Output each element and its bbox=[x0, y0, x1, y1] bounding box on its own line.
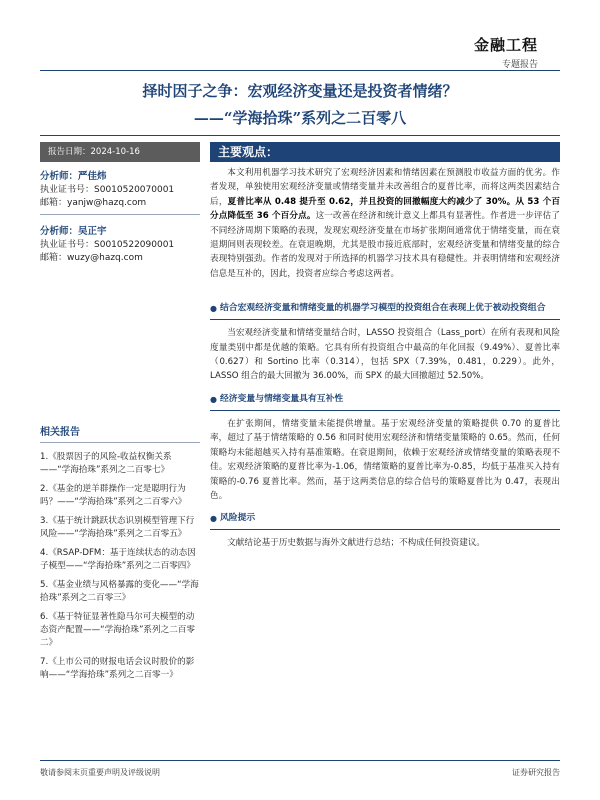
brand-title: 金融工程 bbox=[473, 36, 538, 54]
section-heading bbox=[210, 511, 560, 525]
intro-paragraph bbox=[210, 166, 560, 281]
section-paragraph: 当宏观经济变量和情绪变量结合时，LASSO 投资组合（Lass_port）在所有表现和风险度量类别中都是优越的策略。它具有所有投资组合中最高的年化回报（9.49%）、夏普比率（0.627）和 Sortino 比率（0.314），包括 SPX（7.39%，0.481，0.229）。此外，LASSO 组合的最大回撤为 36.00%，而 SPX 的最大回撤超过 52.50%。 bbox=[210, 328, 560, 382]
section-divider bbox=[210, 529, 560, 530]
sidebar-divider bbox=[40, 214, 200, 215]
related-reports-heading: 相关报告 bbox=[40, 427, 80, 438]
section-heading bbox=[210, 392, 560, 406]
related-report-item[interactable]: 2.《基金的逆羊群操作一定是聪明行为吗？——“学海拾珠”系列之二百零六》 bbox=[40, 484, 187, 507]
related-report-item[interactable]: 6.《基于特征显著性隐马尔可夫模型的动态资产配置——“学海拾珠”系列之二百零二》 bbox=[40, 612, 195, 648]
section-heading bbox=[210, 301, 560, 315]
analyst-cert: 执业证书号：S0010522090001 bbox=[40, 240, 175, 250]
analyst-block bbox=[40, 168, 200, 210]
section-title: 经济变量与情绪变量具有互补性 bbox=[220, 393, 344, 404]
related-report-item[interactable]: 4.《RSAP-DFM：基于连续状态的动态因子模型——“学海拾珠”系列之二百零四》 bbox=[40, 548, 196, 571]
section-divider bbox=[210, 410, 560, 411]
intro-highlight: 夏普比率从 0.48 提升至 0.62，并且投资的回撤幅度大约减少了 30%。从 53 个百分点降低至 36 个百分点。 bbox=[210, 196, 560, 222]
intro-text-a: 本文利用机器学习技术研究了宏观经济因素和情绪因素在预测股市收益方面的优劣。作者发现，单独使用宏观经济变量或情绪变量并未改善组合的夏普比率，而将这两类因素结合后， bbox=[210, 168, 560, 207]
section-paragraph: 在扩张期间，情绪变量未能提供增量。基于宏观经济变量的策略提供 0.70 的夏普比率，超过了基于情绪策略的 0.56 和同时使用宏观经济和情绪变量策略的 0.65。然而，任何策略均未能超越买入持有基准策略。在衰退期间，依赖于宏观经济或情绪变量的策略表现不佳。宏观经济策略的夏普比率为-1.06，情绪策略的夏普比率为-0.85，均低于基准买入持有策略的-0.76 夏普比率。然而，基于这两类信息的综合信号的策略夏普比为 0.47，表现出色。 bbox=[210, 418, 560, 501]
viewpoint-heading: 主要观点： bbox=[210, 142, 560, 162]
analyst-cert: 执业证书号：S0010520070001 bbox=[40, 185, 175, 195]
related-report-item[interactable]: 5.《基金业绩与风格暴露的变化——“学海拾珠”系列之二百零三》 bbox=[40, 580, 199, 603]
title-divider bbox=[40, 135, 560, 136]
section-title: 风险提示 bbox=[220, 513, 256, 524]
bullet-icon: ● bbox=[210, 304, 217, 314]
related-report-item[interactable]: 3.《基于统计跳跃状态识别模型管理下行风险——“学海拾珠”系列之二百零五》 bbox=[40, 516, 195, 539]
footer-label: 证券研究报告 bbox=[512, 768, 560, 777]
section-divider bbox=[210, 319, 560, 320]
related-report-item[interactable]: 1.《股票因子的风险-收益权衡关系——“学海拾珠”系列之二百零七》 bbox=[40, 452, 172, 475]
header-divider bbox=[40, 70, 560, 71]
bullet-icon: ● bbox=[210, 394, 217, 404]
bullet-icon: ● bbox=[210, 514, 217, 524]
footer-divider bbox=[40, 760, 560, 761]
report-title: 择时因子之争：宏观经济变量还是投资者情绪？ bbox=[142, 82, 458, 100]
section-paragraph: 文献结论基于历史数据与海外文献进行总结；不构成任何投资建议。 bbox=[227, 538, 486, 549]
section-title: 结合宏观经济变量和情绪变量的机器学习模型的投资组合在表现上优于被动投资组合 bbox=[220, 303, 546, 314]
analyst-name: 分析师：严佳炜 bbox=[40, 171, 107, 182]
report-type: 专题报告 bbox=[501, 60, 538, 70]
analyst-email[interactable]: 邮箱：wuzy@hazq.com bbox=[40, 253, 143, 263]
intro-text-b: 这一改善在经济和统计意义上都具有显著性。作者进一步评估了不同经济周期下策略的表现，发现宏观经济变量在市场扩张期间通常优于情绪变量，而在衰退期间则表现较差。在衰退晚期，尤其是股市接近底部时，宏观经济变量和情绪变量的综合表现特别强劲。作者的发现对于所选择的机器学习技术具有稳健性。并表明情绪和宏观经济信息是互补的，因此，投资者应综合考虑这两者。 bbox=[210, 211, 560, 279]
analyst-email[interactable]: 邮箱：yanjw@hazq.com bbox=[40, 198, 147, 208]
analyst-name: 分析师：吴正宇 bbox=[40, 226, 107, 237]
sidebar bbox=[40, 168, 200, 688]
report-subtitle: ——“学海拾珠”系列之二百零八 bbox=[193, 109, 407, 127]
related-divider bbox=[40, 442, 200, 443]
main-content bbox=[210, 166, 560, 551]
report-date: 报告日期：2024-10-16 bbox=[40, 142, 200, 162]
analyst-block bbox=[40, 223, 200, 265]
footer-disclaimer[interactable]: 敬请参阅末页重要声明及评级说明 bbox=[40, 768, 160, 777]
related-report-item[interactable]: 7.《上市公司的财报电话会议时股价的影响——“学海拾珠”系列之二百零一》 bbox=[40, 657, 195, 680]
